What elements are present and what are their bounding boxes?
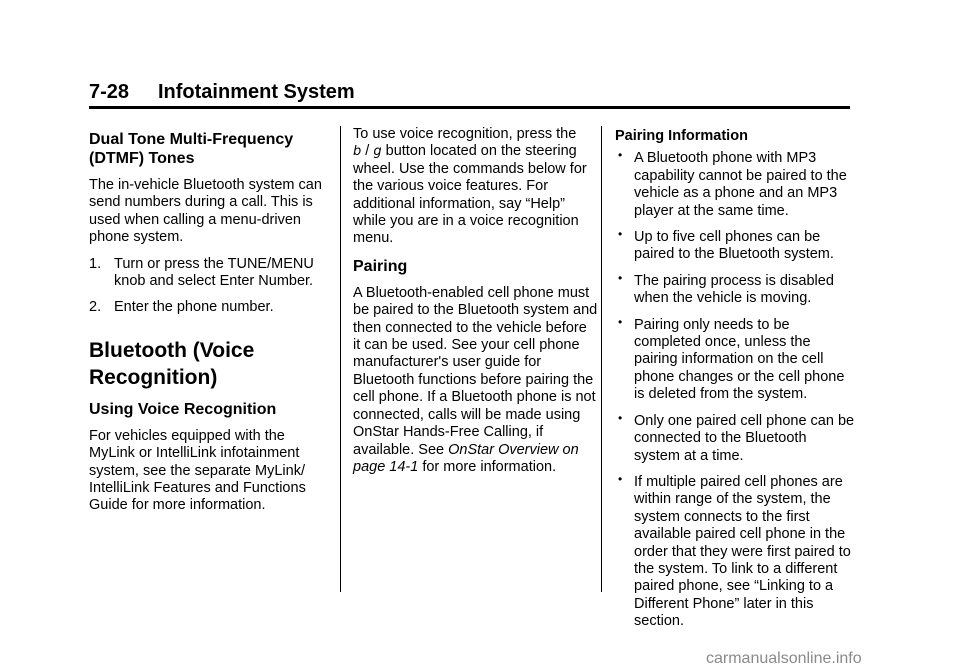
voice-recognition-heading: Using Voice Recognition (89, 400, 277, 418)
pairing-text: A Bluetooth-enabled cell phone must be paired to the Bluetooth system and then connected to the vehicle before it can be used. See your cell phone manufacturer's user guide for Bluetooth functions before pairing the cell phone. If a Bluetooth phone is not connected, calls will be made using OnStar Hands-Free Calling, if available. See (353, 284, 598, 458)
page-number: 7-28 (89, 81, 130, 103)
step-number: 1. (89, 255, 102, 272)
voice-button-icon: b (353, 144, 362, 160)
bluetooth-heading: Bluetooth (Voice Recognition) (89, 338, 255, 389)
column-divider-2 (601, 126, 602, 592)
bullet-text: If multiple paired cell phones are within range of the system, the system connects to the first available paired cell phone in the order that they were first paired to the system. To link to a different paired phone, see “Linking to a Different Phone” later in this section. (634, 473, 851, 630)
step-text: Turn or press the TUNE/MENU knob and select Enter Number. (114, 255, 314, 290)
list-item (615, 150, 855, 220)
bullet-icon: • (618, 148, 623, 163)
dtmf-heading: Dual Tone Multi-Frequency (DTMF) Tones (89, 131, 294, 167)
icon-separator: / (361, 143, 374, 160)
list-item (615, 229, 855, 264)
section-title: Infotainment System (158, 81, 355, 103)
dtmf-body: The in-vehicle Bluetooth system can send numbers during a call. This is used when calling a menu-driven phone system. (89, 177, 322, 246)
bullet-text: The pairing process is disabled when the vehicle is moving. (634, 272, 834, 307)
pairing-body (353, 285, 598, 476)
bullet-icon: • (618, 410, 623, 425)
list-item (615, 410, 855, 465)
page-header (89, 80, 850, 109)
pairing-info-heading: Pairing Information (615, 128, 748, 144)
bullet-text: Only one paired cell phone can be connected to the Bluetooth system at a time. (634, 412, 855, 464)
voice-intro-start: To use voice recognition, press the (353, 126, 577, 142)
bullet-text: Pairing only needs to be completed once, unless the pairing information on the cell phone changes or the cell phone is deleted from the system. (634, 316, 845, 403)
voice-intro-end: button located on the steering wheel. Use the commands below for the various voice features. For additional information, say “Help” while you are in a voice recognition menu. (353, 143, 587, 247)
voice-recognition-body: For vehicles equipped with the MyLink or IntelliLink infotainment system, see the separate MyLink/ IntelliLink Features and Functions Guide for more information. (89, 427, 306, 514)
column-divider-1 (340, 126, 341, 592)
phone-button-icon: g (373, 144, 382, 160)
list-item (615, 270, 855, 308)
onstar-reference-link[interactable]: OnStar Overview on page 14-1 (353, 441, 579, 475)
watermark: carmanualsonline.info (706, 650, 862, 667)
bullet-icon: • (618, 314, 623, 329)
list-item (615, 471, 855, 631)
pairing-info-list (615, 150, 855, 630)
bullet-text: Up to five cell phones can be paired to the Bluetooth system. (634, 229, 834, 263)
pairing-heading: Pairing (353, 257, 408, 275)
column-1 (89, 126, 334, 524)
dtmf-steps (89, 256, 334, 317)
column-2 (353, 126, 598, 485)
step-item (89, 299, 334, 316)
step-text: Enter the phone number. (114, 299, 274, 316)
pairing-tail: for more information. (418, 458, 557, 475)
bullet-text: A Bluetooth phone with MP3 capability cannot be paired to the vehicle as a phone and an MP3 player at the same time. (634, 150, 847, 219)
voice-intro (353, 126, 598, 248)
step-number: 2. (89, 299, 102, 316)
bullet-icon: • (618, 227, 623, 242)
list-item (615, 314, 855, 404)
step-item (89, 256, 334, 291)
column-3 (615, 126, 855, 640)
bullet-icon: • (618, 270, 623, 285)
bullet-icon: • (618, 471, 623, 486)
